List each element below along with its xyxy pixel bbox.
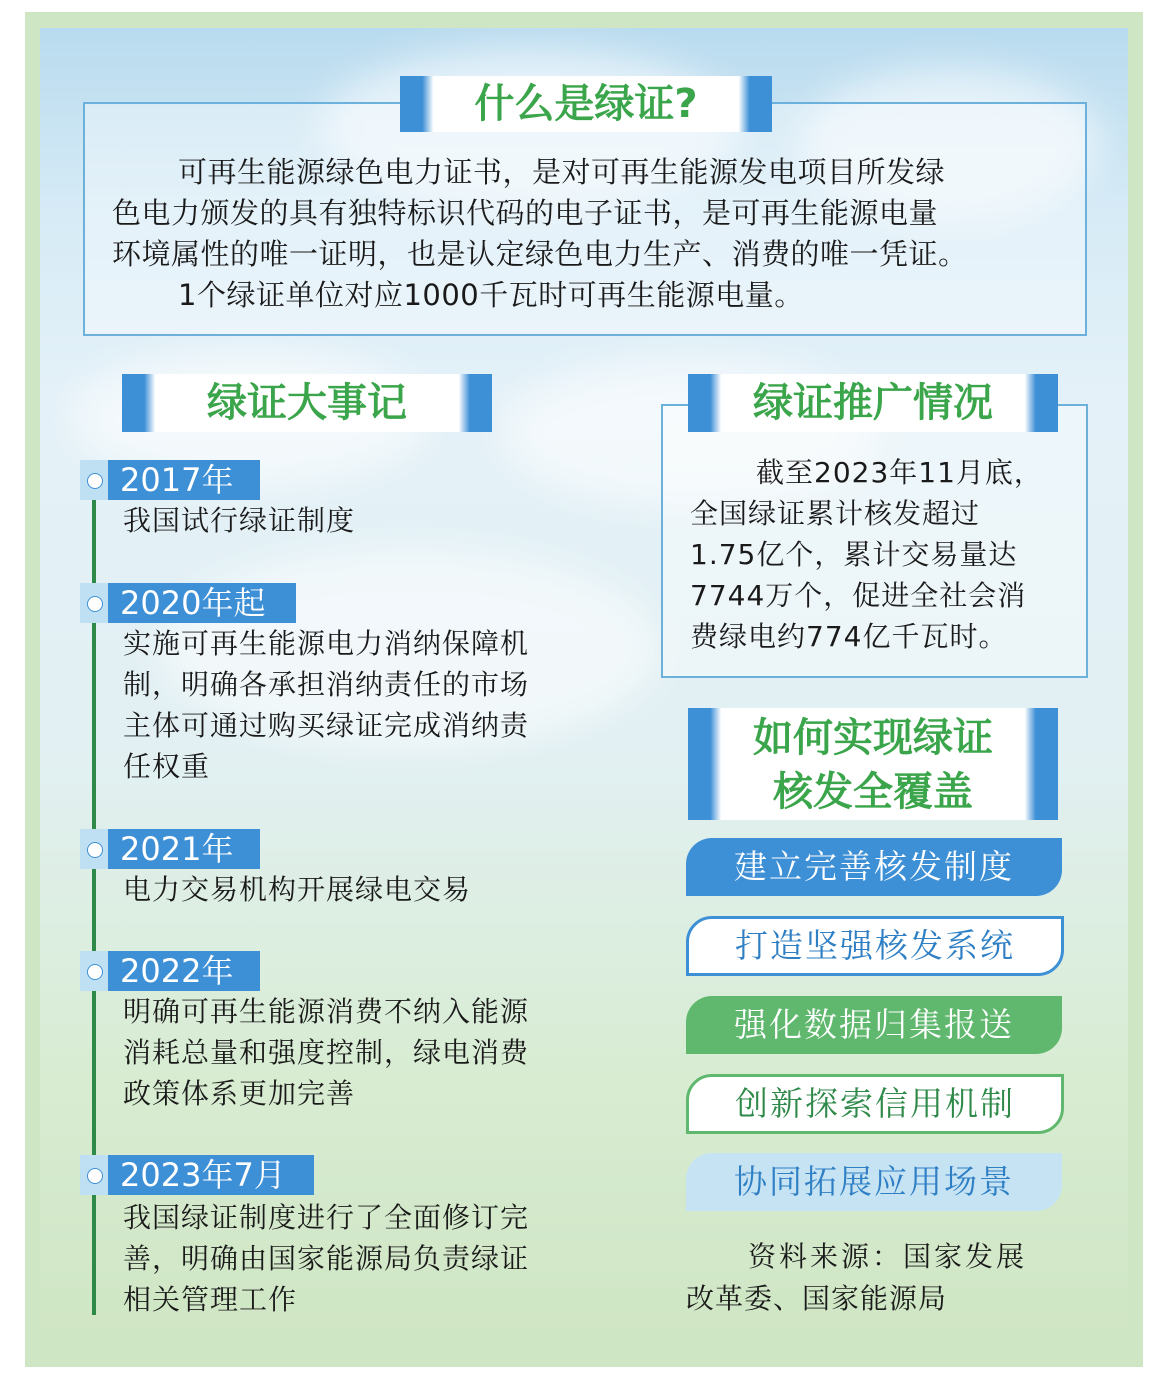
coverage-title-line: 如何实现绿证 — [753, 715, 993, 761]
promotion-line: 1.75亿个，累计交易量达 — [690, 538, 1018, 571]
coverage-title-banner — [688, 708, 1058, 820]
source-line: 资料来源：国家发展 — [748, 1240, 1028, 1273]
coverage-item — [686, 916, 1064, 976]
promotion-line: 截至2023年11月底， — [756, 456, 1043, 489]
year-label: 2020年起 — [120, 584, 266, 622]
timeline-dot — [87, 596, 103, 612]
coverage-item — [686, 996, 1062, 1054]
event-line: 消耗总量和强度控制，绿电消费 — [123, 1036, 530, 1069]
timeline-title-banner — [122, 374, 492, 432]
event-text — [123, 623, 529, 787]
year-label: 2017年 — [120, 461, 234, 499]
coverage-item-label: 创新探索信用机制 — [735, 1084, 1015, 1123]
year-label: 2023年7月 — [120, 1156, 286, 1194]
promotion-title: 绿证推广情况 — [753, 380, 993, 426]
event-line: 主体可通过购买绿证完成消纳责 — [123, 709, 530, 742]
source-note — [686, 1236, 1066, 1320]
intro-line: 可再生能源绿色电力证书，是对可再生能源发电项目所发绿 — [178, 155, 946, 189]
timeline-dot — [87, 842, 103, 858]
intro-title: 什么是绿证? — [474, 81, 698, 127]
event-line: 制，明确各承担消纳责任的市场 — [123, 668, 530, 701]
event-line: 我国绿证制度进行了全面修订完 — [123, 1201, 530, 1234]
promotion-title-banner — [688, 374, 1058, 432]
event-line: 相关管理工作 — [123, 1283, 298, 1316]
coverage-item-label: 打造坚强核发系统 — [735, 926, 1015, 965]
event-text — [123, 1197, 529, 1320]
year-badge — [80, 829, 260, 869]
source-line: 改革委、国家能源局 — [686, 1282, 948, 1315]
intro-paragraph — [112, 152, 1072, 316]
intro-line: 色电力颁发的具有独特标识代码的电子证书，是可再生能源电量 — [112, 196, 939, 230]
coverage-item-label: 协同拓展应用场景 — [734, 1162, 1014, 1201]
event-line: 明确可再生能源消费不纳入能源 — [123, 995, 530, 1028]
event-text — [123, 500, 355, 541]
timeline-dot — [87, 1168, 103, 1184]
event-line: 我国试行绿证制度 — [123, 504, 356, 537]
year-badge — [80, 460, 260, 500]
event-line: 电力交易机构开展绿电交易 — [123, 873, 472, 906]
promotion-line: 全国绿证累计核发超过 — [690, 497, 981, 530]
coverage-item-label: 建立完善核发制度 — [734, 847, 1014, 886]
intro-line: 环境属性的唯一证明，也是认定绿色电力生产、消费的唯一凭证。 — [112, 237, 968, 271]
year-label: 2021年 — [120, 830, 234, 868]
event-text — [123, 991, 529, 1114]
intro-title-banner — [400, 76, 772, 132]
event-text — [123, 869, 471, 910]
promotion-text — [690, 452, 1070, 657]
timeline-title: 绿证大事记 — [207, 380, 407, 426]
coverage-title-line: 核发全覆盖 — [773, 769, 973, 815]
coverage-item-label: 强化数据归集报送 — [734, 1005, 1014, 1044]
event-line: 善，明确由国家能源局负责绿证 — [123, 1242, 530, 1275]
year-badge — [80, 1155, 314, 1195]
event-line: 政策体系更加完善 — [123, 1077, 356, 1110]
coverage-item — [686, 1074, 1064, 1134]
intro-line: 1个绿证单位对应1000千瓦时可再生能源电量。 — [178, 278, 804, 312]
year-badge — [80, 951, 260, 991]
coverage-item — [686, 838, 1062, 896]
timeline-dot — [87, 964, 103, 980]
year-label: 2022年 — [120, 952, 234, 990]
event-line: 实施可再生能源电力消纳保障机 — [123, 627, 530, 660]
promotion-line: 7744万个，促进全社会消 — [690, 579, 1027, 612]
promotion-line: 费绿电约774亿千瓦时。 — [690, 620, 1008, 653]
event-line: 任权重 — [123, 750, 211, 783]
year-badge — [80, 583, 296, 623]
coverage-item — [686, 1153, 1062, 1211]
timeline-dot — [87, 473, 103, 489]
